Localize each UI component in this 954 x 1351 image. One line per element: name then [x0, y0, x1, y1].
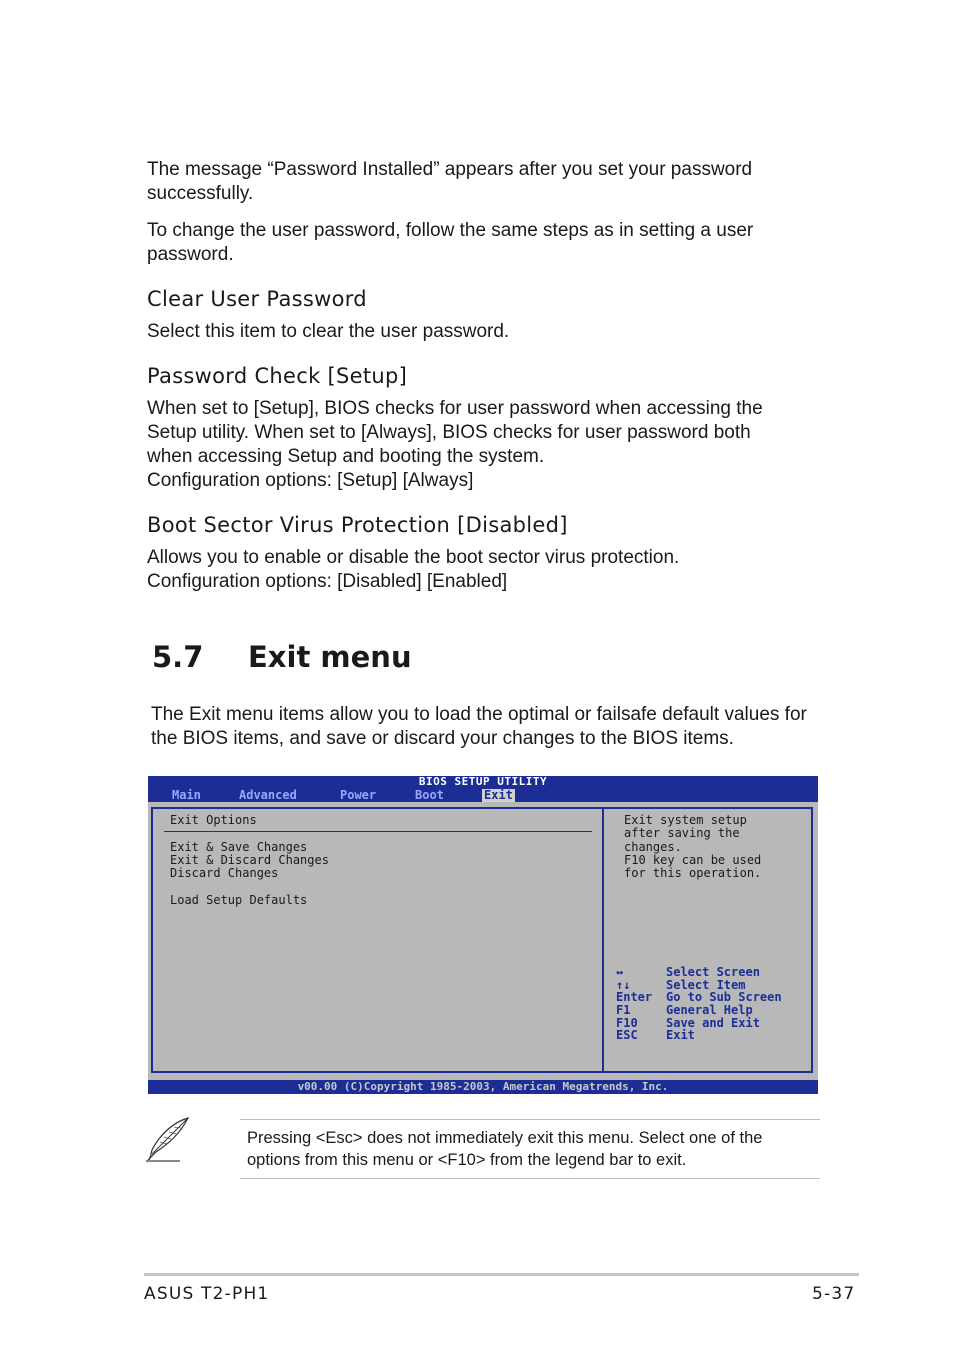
tab-main[interactable]: Main — [172, 788, 201, 802]
password-check-options: Configuration options: [Setup] [Always] — [147, 470, 474, 491]
footer-page-number: 5-37 — [812, 1284, 856, 1304]
bios-screen — [148, 776, 818, 1094]
section-number: 5.7 — [152, 640, 204, 674]
heading-clear-user-password: Clear User Password — [147, 287, 367, 311]
bios-help-line: changes. — [624, 839, 682, 854]
bios-panel-divider — [602, 807, 604, 1073]
clear-user-password-text: Select this item to clear the user password. — [147, 321, 510, 342]
legend-desc: Select Screen — [666, 965, 760, 979]
section-title: Exit menu — [248, 640, 412, 674]
section-title-exit-menu — [152, 640, 412, 674]
legend-key: ↔ — [616, 965, 624, 979]
legend-key: F10 — [616, 1015, 638, 1030]
bios-help-line: F10 key can be used — [624, 852, 762, 867]
legend-desc: Select Item — [666, 977, 746, 992]
bios-item-exit-save[interactable]: Exit & Save Changes — [170, 840, 308, 854]
intro-paragraph-2: To change the user password, follow the same steps as in setting a user password. — [147, 220, 754, 265]
quill-pen-icon — [144, 1116, 194, 1164]
password-check-text: When set to [Setup], BIOS checks for user password when accessing the Setup utility. When set to [Always], BIOS checks for user password both when accessing Setup and booting the system. — [147, 398, 763, 467]
tab-power[interactable]: Power — [340, 788, 377, 802]
legend-desc: Exit — [666, 1028, 695, 1043]
legend-key: F1 — [616, 1003, 631, 1018]
bios-section-label: Exit Options — [170, 813, 257, 827]
bios-help-line: Exit system setup — [624, 813, 747, 827]
legend-key: ESC — [616, 1028, 638, 1043]
tab-boot[interactable]: Boot — [415, 788, 444, 802]
legend-desc: General Help — [666, 1003, 753, 1018]
boot-sector-virus-text: Allows you to enable or disable the boot sector virus protection. — [147, 547, 680, 568]
note-top-rule — [240, 1119, 820, 1120]
boot-sector-virus-options: Configuration options: [Disabled] [Enabled] — [147, 571, 508, 592]
heading-boot-sector-virus: Boot Sector Virus Protection [Disabled] — [147, 513, 568, 537]
bios-item-discard-changes[interactable]: Discard Changes — [170, 866, 279, 880]
legend-desc: Go to Sub Screen — [666, 990, 782, 1005]
footer-product-name: ASUS T2-PH1 — [144, 1284, 270, 1304]
bios-section-rule — [164, 831, 592, 832]
tab-advanced[interactable]: Advanced — [239, 788, 297, 802]
bios-help-line: for this operation. — [624, 866, 762, 881]
bios-help-panel — [624, 814, 761, 880]
bios-item-exit-discard[interactable]: Exit & Discard Changes — [170, 853, 329, 867]
bios-help-line: after saving the — [624, 826, 740, 841]
heading-password-check: Password Check [Setup] — [147, 364, 408, 388]
legend-desc: Save and Exit — [666, 1015, 760, 1030]
footer-rule — [144, 1273, 859, 1276]
exit-menu-description: The Exit menu items allow you to load the optimal or failsafe default values for the BIOS items, and save or discard your changes to the BIOS items. — [151, 704, 807, 749]
legend-key: ↑↓ — [616, 977, 631, 992]
note-bottom-rule — [240, 1178, 820, 1179]
note-text: Pressing <Esc> does not immediately exit this menu. Select one of the options from this menu or <F10> from the legend bar to exit. — [247, 1129, 763, 1169]
intro-paragraph-1: The message “Password Installed” appears after you set your password successfully. — [147, 159, 753, 204]
bios-top-bar — [148, 776, 818, 802]
tab-exit[interactable]: Exit — [484, 788, 513, 802]
bios-copyright-bar: v00.00 (C)Copyright 1985-2003, American Megatrends, Inc. — [148, 1080, 818, 1094]
legend-key: Enter — [616, 990, 653, 1005]
bios-item-load-defaults[interactable]: Load Setup Defaults — [170, 893, 308, 907]
bios-title: BIOS SETUP UTILITY — [418, 775, 548, 788]
